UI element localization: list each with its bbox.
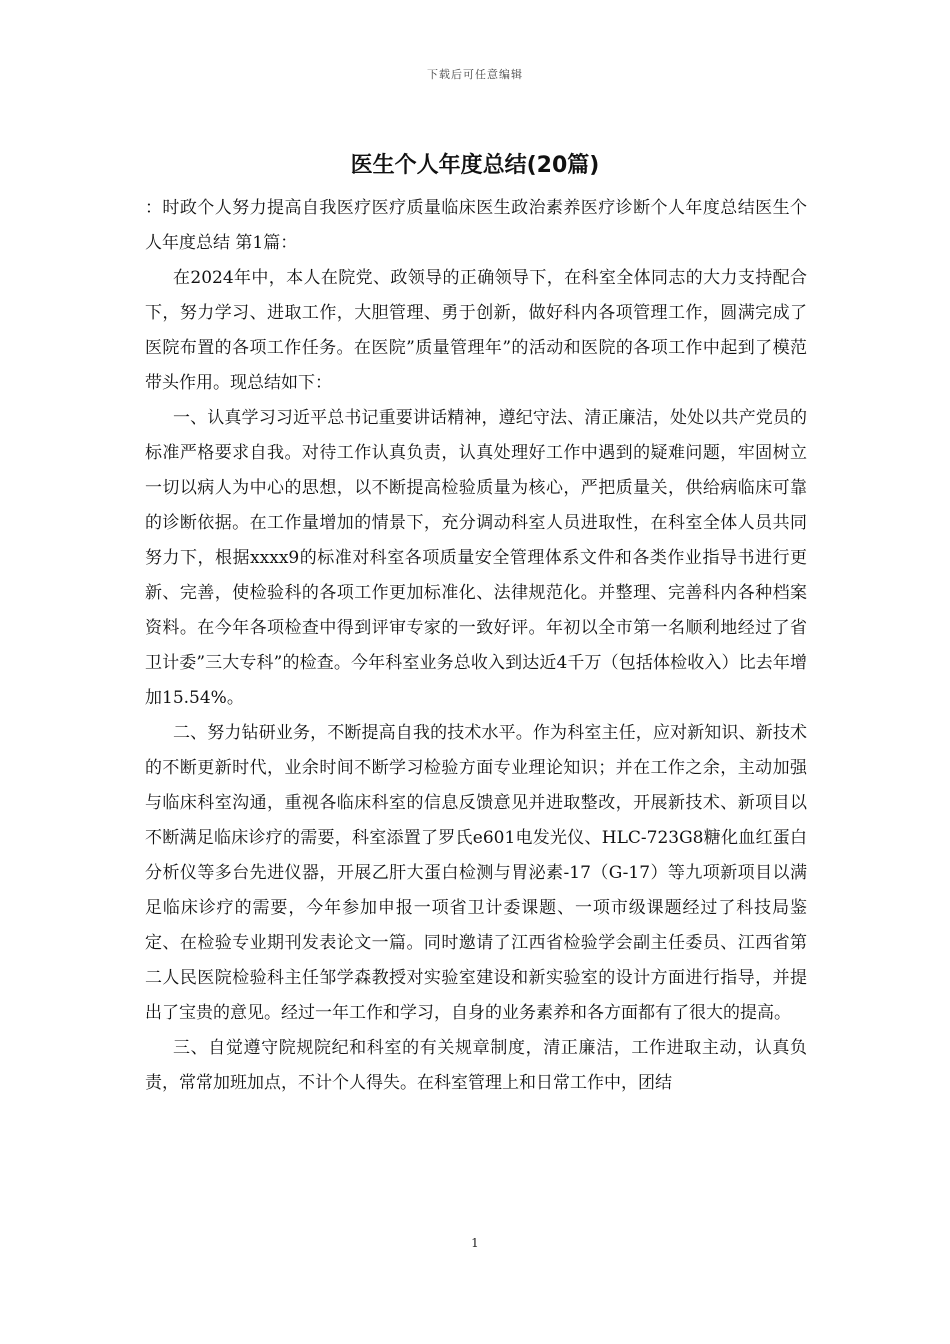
body-paragraph-section-three: 三、自觉遵守院规院纪和科室的有关规章制度，清正廉洁，工作进取主动，认真负责，常常加班加点，不计个人得失。在科室管理上和日常工作中，团结 <box>145 1038 807 1093</box>
header-note: 下载后可任意编辑 <box>427 68 523 81</box>
body-paragraph-section-one: 一、认真学习习近平总书记重要讲话精神，遵纪守法、清正廉洁，处处以共产党员的标准严格要求自我。对待工作认真负责，认真处理好工作中遇到的疑难问题，牢固树立一切以病人为中心的思想，以不断提高检验质量为核心，严把质量关，供给病临床可靠的诊断依据。在工作量增加的情景下，充分调动科室人员进取性，在科室全体人员共同努力下，根据xxxx9的标准对科室各项质量安全管理体系文件和各类作业指导书进行更新、完善，使检验科的各项工作更加标准化、法律规范化。并整理、完善科内各种档案资料。在今年各项检查中得到评审专家的一致好评。年初以全市第一名顺利地经过了省卫计委”三大专科”的检查。今年科室业务总收入到达近4千万（包括体检收入）比去年增加15.54%。 <box>145 408 807 708</box>
body-paragraph-overview: 在2024年中，本人在院党、政领导的正确领导下，在科室全体同志的大力支持配合下，努力学习、进取工作，大胆管理、勇于创新，做好科内各项管理工作，圆满完成了医院布置的各项工作任务。在医院”质量管理年”的活动和医院的各项工作中起到了模范带头作用。现总结如下： <box>145 268 807 393</box>
page-number: 1 <box>471 1236 479 1250</box>
intro-paragraph: ：时政个人努力提高自我医疗医疗质量临床医生政治素养医疗诊断个人年度总结医生个人年度总结 第1篇： <box>145 198 807 253</box>
body-paragraph-section-two: 二、努力钻研业务，不断提高自我的技术水平。作为科室主任，应对新知识、新技术的不断更新时代，业余时间不断学习检验方面专业理论知识；并在工作之余，主动加强与临床科室沟通，重视各临床科室的信息反馈意见并进取整改，开展新技术、新项目以不断满足临床诊疗的需要，科室添置了罗氏e601电发光仪、HLC-723G8糖化血红蛋白分析仪等多台先进仪器，开展乙肝大蛋白检测与胃泌素-17（G-17）等九项新项目以满足临床诊疗的需要，今年参加申报一项省卫计委课题、一项市级课题经过了科技局鉴定、在检验专业期刊发表论文一篇。同时邀请了江西省检验学会副主任委员、江西省第二人民医院检验科主任邹学森教授对实验室建设和新实验室的设计方面进行指导，并提出了宝贵的意见。经过一年工作和学习，自身的业务素养和各方面都有了很大的提高。 <box>145 723 807 1023</box>
document-body <box>145 191 807 1101</box>
document-title: 医生个人年度总结(20篇) <box>350 153 600 178</box>
